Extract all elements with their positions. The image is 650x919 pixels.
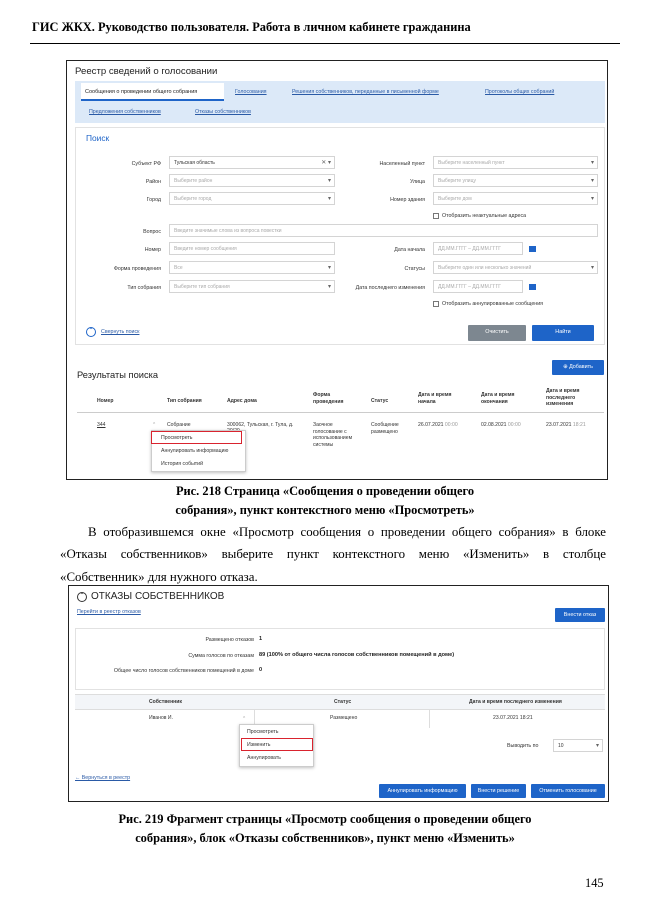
menu-item-view[interactable]: Просмотреть: [247, 729, 279, 735]
column-divider: [429, 710, 430, 728]
th-status: Статус: [334, 699, 352, 705]
caption-218-line2: собрания», пункт контекстного меню «Просмотреть»: [175, 503, 475, 517]
plus-icon: ⊕: [563, 364, 570, 370]
menu-item-history[interactable]: История событий: [161, 461, 203, 467]
tab-proposals[interactable]: Предложения собственников: [89, 109, 161, 115]
th-owner: Собственник: [149, 699, 182, 705]
menu-item-edit[interactable]: Изменить: [247, 742, 271, 748]
collapse-search-link[interactable]: Свернуть поиск: [101, 329, 140, 335]
caption-219-line2: собрания», блок «Отказы собственников», пункт меню «Изменить»: [135, 831, 515, 845]
registry-title: Реестр сведений о голосовании: [75, 66, 218, 77]
row-form: Заочное голосование с использованием системы: [313, 422, 353, 448]
label-settlement: Населенный пункт: [379, 161, 425, 167]
label-date-changed: Дата последнего изменения: [355, 285, 425, 291]
date-start-range[interactable]: ДД.ММ.ГГГГ – ДД.ММ.ГГГГ: [433, 242, 523, 255]
row-status: Сообщение размещено: [371, 422, 399, 435]
stat-value-2: 0: [259, 667, 263, 673]
label-question: Вопрос: [143, 229, 161, 235]
row-start: 26.07.2021 00:00: [418, 422, 458, 428]
cancel-voting-button[interactable]: Отменить голосование: [531, 784, 605, 798]
stat-label-0: Размещено отказов: [205, 637, 254, 643]
body-paragraph: В отобразившемся окне «Просмотр сообщения о проведении общего собрания» в блоке «Отказы собственников» выберите пункт контекстного меню «Изменить» в столбце «Собственник» для нужного отказа.: [60, 525, 606, 584]
district-select[interactable]: Выберите район ▾: [169, 174, 335, 187]
row-owner: Иванов И.: [149, 715, 173, 721]
menu-item-annul[interactable]: Аннулировать: [247, 755, 281, 761]
th-start: Дата и время начала: [418, 392, 452, 405]
menu-item-annul[interactable]: Аннулировать информацию: [161, 448, 229, 454]
street-select[interactable]: Выберите улицу ▾: [433, 174, 598, 187]
figure-218-caption: [0, 482, 650, 520]
add-button[interactable]: ⊕ Добавить: [552, 360, 604, 375]
collapse-icon[interactable]: ⌃: [86, 327, 96, 337]
th-address: Адрес дома: [227, 398, 257, 404]
date-changed-range[interactable]: ДД.ММ.ГГГГ – ДД.ММ.ГГГГ: [433, 280, 523, 293]
per-page-label: Выводить по: [507, 743, 539, 749]
label-statuses: Статусы: [404, 266, 425, 272]
header-rule: [30, 43, 620, 44]
stat-value-0: 1: [259, 636, 263, 642]
collapse-icon[interactable]: ⌃: [77, 592, 87, 602]
th-number: Номер: [97, 398, 114, 404]
page-number: 145: [585, 876, 604, 890]
tab-written-decisions[interactable]: Решения собственников, переданные в письменной форме: [292, 89, 439, 95]
label-type: Тип собрания: [127, 285, 161, 291]
stat-label-1: Сумма голосов по отказам: [188, 653, 254, 659]
figure-218-screenshot: [66, 60, 608, 480]
city-select[interactable]: Выберите город ▾: [169, 192, 335, 205]
stats-panel: [75, 628, 605, 690]
annulled-checkbox-label: Отобразить аннулированные сообщения: [442, 301, 544, 307]
chevron-up-icon[interactable]: ⌃: [152, 422, 157, 428]
caption-219-line1: Рис. 219 Фрагмент страницы «Просмотр сообщения о проведении общего: [118, 812, 532, 826]
label-house: Номер здания: [390, 197, 425, 203]
add-refusal-button[interactable]: Внести отказ: [555, 608, 605, 622]
calendar-icon[interactable]: [529, 246, 536, 252]
back-link[interactable]: ← Вернуться в реестр: [75, 775, 131, 781]
figure-219-caption: [0, 810, 650, 848]
find-button[interactable]: Найти: [532, 325, 594, 341]
label-city: Город: [146, 197, 161, 203]
label-street: Улица: [409, 179, 425, 185]
row-address: 300062, Тульская, г. Тула, д.: [227, 422, 294, 428]
th-changed: Дата и время последнего изменения: [546, 388, 580, 407]
clear-button[interactable]: Очистить: [468, 325, 526, 341]
results-title: Результаты поиска: [77, 370, 159, 380]
question-input[interactable]: Введите значимые слова из вопроса повестки: [169, 224, 598, 237]
row-end: 02.08.2021 00:00: [481, 422, 521, 428]
row-status: Размещено: [330, 715, 358, 721]
document-header: ГИС ЖКХ. Руководство пользователя. Работа в личном кабинете гражданина: [32, 20, 471, 34]
search-title: Поиск: [86, 133, 110, 143]
form-select[interactable]: Все ▾: [169, 261, 335, 274]
settlement-select[interactable]: Выберите населенный пункт ▾: [433, 156, 598, 169]
th-end: Дата и время окончания: [481, 392, 515, 405]
tab-protocols[interactable]: Протоколы общих собраний: [485, 89, 555, 95]
add-decision-button[interactable]: Внести решение: [471, 784, 526, 798]
th-form: Форма проведения: [313, 392, 344, 405]
registry-link[interactable]: Перейти в реестр отказов: [77, 609, 141, 615]
stat-label-2: Общее число голосов собственников помещений в доме: [113, 668, 254, 674]
th-changed: Дата и время последнего изменения: [469, 699, 562, 705]
tab-refusals[interactable]: Отказы собственников: [195, 109, 251, 115]
label-number: Номер: [144, 247, 161, 253]
stat-value-1: 89 (100% от общего числа голосов собственников помещений в доме): [259, 652, 455, 658]
tab-votings[interactable]: Голосования: [235, 89, 267, 95]
caption-218-line1: Рис. 218 Страница «Сообщения о проведении общего: [175, 484, 475, 498]
row-type: Собрание: [167, 422, 191, 428]
annul-info-button[interactable]: Аннулировать информацию: [379, 784, 466, 798]
th-type: Тип собрания: [167, 398, 202, 404]
menu-item-view[interactable]: Просмотреть: [161, 435, 193, 441]
label-subject: Субъект РФ: [131, 161, 161, 167]
label-form: Форма проведения: [113, 266, 161, 272]
type-select[interactable]: Выберите тип собрания ▾: [169, 280, 335, 293]
tab-messages[interactable]: Сообщения о проведении общего собрания: [85, 89, 198, 95]
label-date-start: Дата начала: [394, 247, 425, 253]
th-status: Статус: [371, 398, 389, 404]
row-changed: 23.07.2021 18:21: [493, 715, 533, 721]
per-page-select[interactable]: 10 ▾: [553, 739, 603, 752]
row-number-link[interactable]: 344: [97, 422, 106, 428]
statuses-select[interactable]: Выберите один или несколько значений ▾: [433, 261, 598, 274]
number-input[interactable]: Введите номер сообщения: [169, 242, 335, 255]
house-select[interactable]: Выберите дом ▾: [433, 192, 598, 205]
annulled-checkbox[interactable]: [433, 301, 439, 307]
refusals-title: ОТКАЗЫ СОБСТВЕННИКОВ: [91, 591, 225, 602]
calendar-icon[interactable]: [529, 284, 536, 290]
label-district: Район: [145, 179, 161, 185]
figure-219-screenshot: [68, 585, 609, 802]
irrelevant-checkbox[interactable]: [433, 213, 439, 219]
irrelevant-checkbox-label: Отобразить неактуальные адреса: [442, 213, 527, 219]
chevron-up-icon[interactable]: ⌃: [242, 716, 247, 722]
subject-select[interactable]: Тульская область ✕ ▾: [169, 156, 335, 169]
row-changed: 23.07.2021 18:21: [546, 422, 586, 428]
